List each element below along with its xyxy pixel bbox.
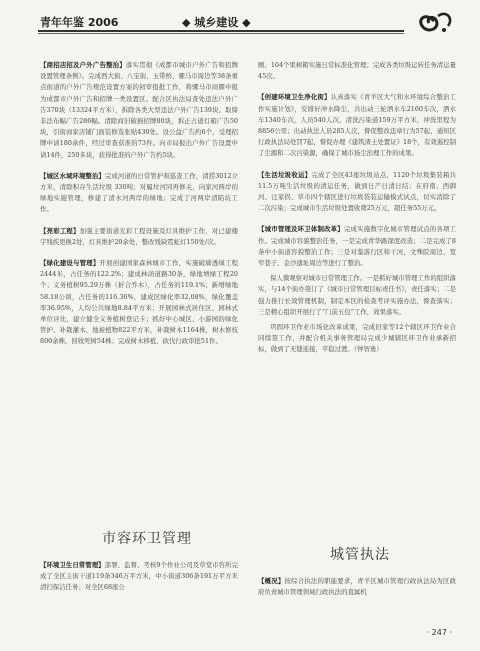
entry-tag: 【概况】 (258, 577, 285, 585)
entry-text: 厕、104个果树箱实施日常标准化管理；完成各类垃圾运转任务清运量45次。 (258, 61, 456, 81)
paragraph-overview (258, 576, 456, 598)
entry-tag: 【生活垃圾收运】 (258, 170, 312, 179)
entry-text: 巩固环卫作业市场化改革成果，完成旧家等12个辖区环卫作业合同续签工作，并配合机关事务管理局完成少城辖区环卫作业承新招标，做到了无缝连接，平稳过渡。（钟智勇） (258, 323, 456, 354)
entry-text: 按综合执法的职能要求，青羊区城市管理行政执法局为区政府负责城市管理领域行政执法的直属机 (258, 577, 457, 597)
entry-text: 部署、监督、考核9个作业公司及草堂市容所完成了全区主街干道119条346万平方米，中小街道306条191万平方米清扫保洁任务；对全区68座公 (40, 561, 238, 592)
entry-text: 加强主要街道光彩工程设施及灯具维护工作，对已建楼宇残疾更换2处，灯具维护20余处，整改残缺霓虹灯150处/次。 (40, 226, 239, 246)
paragraph-continued (258, 60, 456, 82)
entry-tag: 【城市管理及环卫体制改革】 (258, 225, 344, 234)
page-number: · 247 · (426, 628, 452, 637)
entry-text: 开展创建国家森林城市工作，实施破墙透绿工程2444米，占任务的122.2%；建成林荫道路30条，绿地增绿工程20个；义务植树95.29万株（折合乔木），占任务的119.1%；新增绿地58.18公顷，占任务的116.36%，建成区绿化率32.08%，绿化覆盖率36.95%，人均公共绿地8.84平方米；开展园林式居住区、园林式单位评比，建立健全义务植树登记卡；抓好中心城区、小游园的绿化管护、补栽灌木、地被植物822平方米，补栽树木1164株，树木修枝800余株，回收死树54株；完成树木移植、砍伐行政审批51件。 (40, 259, 239, 346)
entry-text: 落实贯彻《成都市城市户外广告和招牌设置管理条例》。完成西大街、八宝街、玉带桥、骡马市周边等38条重点街道的户外广告规范设置方案的初审报批工作，将骡马市商圈申报为成都市户外广告和招牌一类设置区。配合区执法局查处违法户外广告370块（13324平方米），拆除各类大型违法户外广告139块。取缔非法布幅广告286幅。清除商旧破损招牌80块，拆正占道灯箱广告50块，引街商家店铺门面装修选张贴430处。设公益广告约6个，受理招牌申请180余件，经过审查获准的73件。向市局报出户外广告设置申请14件，250多块，获得批准的户外广告约5块。 (40, 61, 239, 159)
entry-text: 认真落实《青羊区大气和水环境综合整治工作实施计划》，安排好冲水降尘，共出动三轮洒水车2160车次，洒水车1340车次，人员540人次，清洗污染道159万平方米，冲洗里程为8856公里；出动执法人员285人次，督促整改违章行为57起，通知区行政执法局处罚7起，督促办理《建筑渣土处置证》18个，有效遏控制了尘源和二次污染源，确保了城市扬尘治理工作的成果。 (258, 93, 457, 158)
chapter-title: ◆ 城乡建设 ◆ (182, 16, 251, 29)
header-rule-thin (38, 33, 404, 34)
section-title-sanitation: 市容环卫管理 (102, 531, 192, 547)
paragraph-reform (258, 224, 456, 269)
left-section-body (40, 560, 238, 604)
left-column (40, 60, 238, 358)
page-header (0, 0, 480, 46)
entry-tag: 【城区水域环境整治】 (40, 171, 105, 180)
entry-text: 完成实施数字化城市管理试点的各项工作。完成城市容貌整治任务，一是完成青华路深度改造；二是完成了8条中小街道容貌整治工作；三是对鉴游行区和干河、文殊院周边、宽窄巷子、金沙遗址周边等进行了整治。 (258, 225, 457, 268)
paragraph-garbage (258, 170, 456, 215)
entry-tag: 【商招店招及户外广告整治】 (40, 61, 126, 69)
entry-text: 完成了全区43座垃圾站点、1120个垃圾集装箱共11.5万吨生活垃圾的清运任务，做到日产日清日结；在府南、西御河、汪家拐、草市四个辖区进行垃圾袋装运输模式试点，切实消除了二次污染；完成城市生活垃圾处置收费25万元，超任务55万元。 (258, 170, 457, 213)
paragraph-sanitation (40, 560, 238, 594)
paragraph-water-area (40, 171, 238, 216)
paragraph-greening (40, 258, 238, 348)
section-title-enforcement: 城管执法 (330, 547, 390, 563)
paragraph-marketization (258, 322, 456, 356)
entry-text: 保人微观察对城市日常管理工作。一是抓好城市管理工作的组织落实，与14个街办签订了《城市日常管理目标责任书》，责任落实；二是强力推行长效管理机制，制定本区的检查考评实施办法，督查落实；三是精心组织开展行了“门前五包”工作，效果落实。 (258, 274, 456, 316)
yearbook-title: 青年年鉴 2006 (40, 16, 119, 29)
paragraph-lighting (40, 226, 238, 248)
right-column (258, 60, 456, 366)
swirl-logo-icon (414, 6, 454, 36)
paragraph-clean-streets (258, 92, 456, 159)
paragraph-shop-signs (40, 60, 238, 161)
header-rule (38, 30, 404, 32)
entry-tag: 【创建环境卫生净化街】 (258, 93, 331, 102)
entry-tag: 【环境卫生日常管理】 (40, 561, 105, 569)
entry-tag: 【亮彩工程】 (40, 226, 80, 235)
right-section-body (258, 576, 456, 608)
entry-text: 完成河道的日常管护和巡查工作，清捞3012立方米，清除积存生活垃圾 330吨；对履垃河同再修关，向家河两岸的绿地实施管理，修建了清水河两岸的绿地；完成了河两岸清陷坑工作。 (40, 171, 238, 214)
paragraph-daily-management (258, 273, 456, 318)
entry-tag: 【绿化建设与管理】 (40, 259, 100, 268)
